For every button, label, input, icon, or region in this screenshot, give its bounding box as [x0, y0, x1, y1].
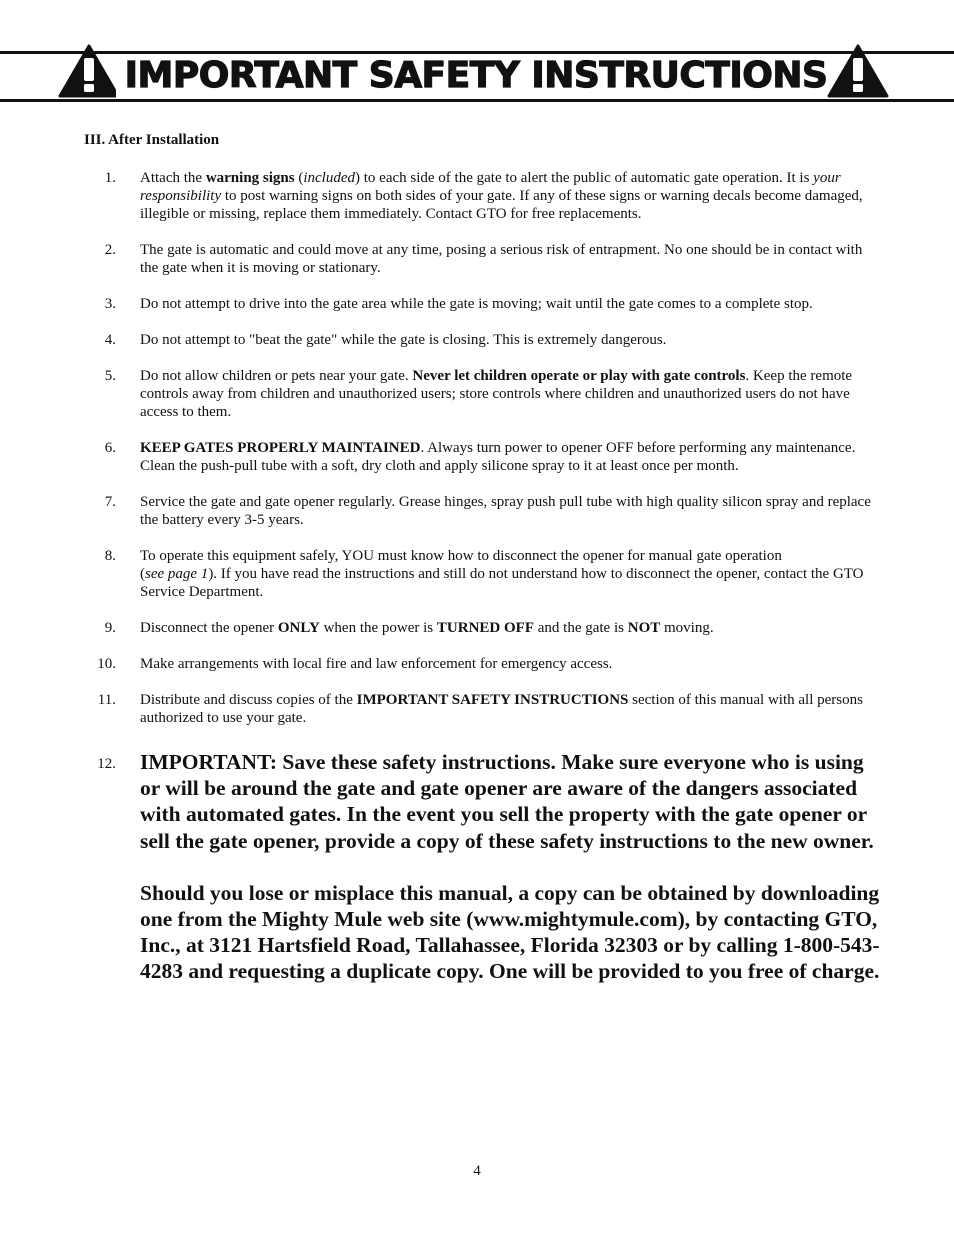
important-paragraph: IMPORTANT: Save these safety instructions. Make sure everyone who is using or will be around the gate and gate opener are aware of the dangers associated with automated gates. In the event you sell the property with the gate opener or sell the gate opener, provide a copy of these safety instructions to the new owner. [140, 750, 874, 853]
page-number: 4 [473, 1163, 481, 1179]
item-text [140, 367, 876, 421]
emphasis-italic: included [303, 170, 355, 186]
list-item [84, 655, 884, 673]
item-text [140, 655, 876, 673]
text-run: To operate this equipment safely, YOU must know how to disconnect the opener for manual gate operation [140, 548, 782, 564]
warning-exclamation-icon [827, 44, 889, 98]
item-text [140, 493, 876, 529]
item-text [140, 295, 876, 313]
text-run: Service the gate and gate opener regularly. Grease hinges, spray push pull tube with high quality silicon spray and replace the battery every 3-5 years. [140, 494, 871, 528]
item-number: 9. [104, 620, 116, 636]
text-run: when the power is [319, 620, 437, 636]
emphasis-bold: warning signs [205, 170, 295, 186]
list-item [84, 493, 884, 529]
text-run: The gate is automatic and could move at any time, posing a serious risk of entrapment. No one should be in contact with the gate when it is moving or stationary. [140, 242, 863, 276]
banner-title: IMPORTANT SAFETY INSTRUCTIONS [116, 54, 836, 98]
item-number: 12. [97, 756, 116, 772]
item-text [140, 241, 876, 277]
list-item [84, 367, 884, 421]
item-text [140, 619, 876, 637]
list-item-12 [84, 749, 884, 985]
list-item [84, 295, 884, 313]
list-item [84, 169, 884, 223]
warning-exclamation-icon [58, 44, 120, 98]
manual-copy-paragraph: Should you lose or misplace this manual, a copy can be obtained by downloading one from the Mighty Mule web site (www.mightymule.com), by contacting GTO, Inc., at 3121 Hartsfield Road, Tallahassee, Florida 32303 or by calling 1-800-543-4283 and requesting a duplicate copy. One will be provided to you free of charge. [140, 880, 880, 984]
emphasis-bold: TURNED OFF [436, 620, 534, 636]
text-run: Disconnect the opener [140, 620, 278, 636]
item-number: 5. [104, 368, 116, 384]
text-run: Distribute and discuss copies of the [140, 692, 357, 708]
text-run: and the gate is [534, 620, 628, 636]
emphasis-bold: NOT [627, 620, 661, 636]
list-item [84, 619, 884, 637]
banner-bottom-rule [0, 99, 954, 102]
text-run: Do not allow children or pets near your gate. [140, 368, 413, 384]
item-text [140, 691, 876, 727]
list-item [84, 691, 884, 727]
text-run: Attach the [140, 170, 206, 186]
instruction-list [84, 169, 884, 1011]
item-text [140, 169, 876, 223]
emphasis-bold: Never let children operate or play with gate controls [412, 368, 746, 384]
text-run: section of this manual with all persons authorized to use your gate. [140, 692, 863, 726]
list-item [84, 241, 884, 277]
item-number: 1. [104, 170, 116, 186]
item-number: 3. [104, 296, 116, 312]
item-number: 8. [104, 548, 116, 564]
text-run: . Always turn power to opener OFF before performing any maintenance. Clean the push-pull tube with a soft, dry cloth and apply silicone spray to it at least once per month. [140, 440, 856, 474]
emphasis-bold: IMPORTANT SAFETY INSTRUCTIONS [356, 692, 629, 708]
text-run: Make arrangements with local fire and law enforcement for emergency access. [140, 656, 613, 672]
safety-banner [0, 40, 954, 106]
important-notice [140, 749, 880, 985]
text-run: ). If you have read the instructions and still do not understand how to disconnect the opener, contact the GTO Service Department. [140, 566, 864, 600]
text-run: ( [140, 566, 145, 582]
item-text [140, 547, 876, 601]
section-heading: III. After Installation [84, 132, 220, 148]
text-run: to post warning signs on both sides of your gate. If any of these signs or warning decals become damaged, illegible or missing, replace them immediately. Contact GTO for free replacements. [140, 188, 863, 222]
item-text [140, 439, 876, 475]
item-number: 10. [97, 656, 116, 672]
text-run: . Keep the remote controls away from children and unauthorized users; store controls where children and unauthorized users do not have access to them. [140, 368, 853, 420]
text-run: ( [294, 170, 304, 186]
list-item [84, 439, 884, 475]
item-number: 2. [104, 242, 116, 258]
list-item [84, 547, 884, 601]
text-run: moving. [660, 620, 714, 636]
item-text [140, 331, 876, 349]
emphasis-italic: see page 1 [145, 566, 209, 582]
emphasis-bold: ONLY [277, 620, 320, 636]
text-run: Do not attempt to drive into the gate area while the gate is moving; wait until the gate comes to a complete stop. [140, 296, 813, 312]
emphasis-italic: your responsibility [140, 170, 841, 204]
emphasis-bold: KEEP GATES PROPERLY MAINTAINED [140, 440, 421, 456]
list-item [84, 331, 884, 349]
item-number: 11. [97, 692, 116, 708]
item-number: 6. [104, 440, 116, 456]
text-run: Do not attempt to "beat the gate" while the gate is closing. This is extremely dangerous. [140, 332, 667, 348]
item-number: 7. [104, 494, 116, 510]
item-number: 4. [104, 332, 116, 348]
text-run: ) to each side of the gate to alert the public of automatic gate operation. It is [355, 170, 814, 186]
